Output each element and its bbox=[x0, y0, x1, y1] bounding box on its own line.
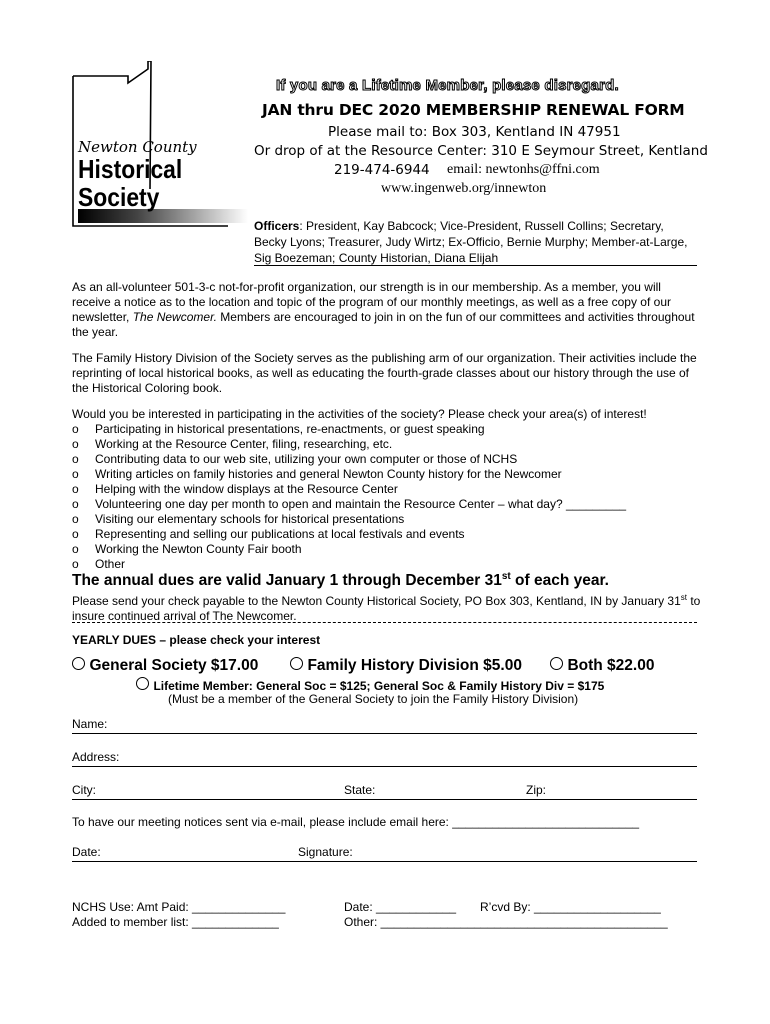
email-notice-field[interactable]: To have our meeting notices sent via e-mail, please include email here: ____________________________ bbox=[72, 815, 640, 829]
family-history-label: Family History Division $5.00 bbox=[307, 657, 522, 674]
phone-number: 219-474-6944 bbox=[334, 162, 430, 178]
interest-label: Other bbox=[95, 557, 126, 571]
checkbox-bullet[interactable]: o bbox=[72, 452, 79, 466]
list-item[interactable] bbox=[72, 542, 626, 557]
list-item[interactable] bbox=[72, 557, 626, 572]
email-address: email: newtonhs@ffni.com bbox=[447, 162, 600, 177]
interest-label: Volunteering one day per month to open and maintain the Resource Center – what day? _________ bbox=[95, 497, 627, 511]
mail-to-address: Please mail to: Box 303, Kentland IN 47951 bbox=[328, 124, 621, 140]
dues-headline-end: of each year. bbox=[510, 572, 609, 590]
membership-requirement-note: (Must be a member of the General Society to join the Family History Division) bbox=[168, 692, 579, 706]
interest-label: Representing and selling our publications at local festivals and events bbox=[95, 527, 465, 541]
list-item[interactable] bbox=[72, 482, 626, 497]
interest-list bbox=[72, 422, 626, 572]
general-society-option[interactable] bbox=[72, 657, 258, 675]
intro-text-end: Members are encouraged to join in on the fun of our committees and activities throughout the year. bbox=[72, 310, 695, 339]
checkbox-bullet[interactable]: o bbox=[72, 437, 79, 451]
interest-question: Would you be interested in participating in the activities of the society? Please check your area(s) of interest! bbox=[72, 407, 647, 421]
interest-label: Helping with the window displays at the Resource Center bbox=[95, 482, 398, 496]
list-item[interactable] bbox=[72, 437, 626, 452]
dashed-divider bbox=[72, 622, 697, 623]
officers-list bbox=[254, 218, 694, 266]
zip-label: Zip: bbox=[526, 783, 547, 797]
family-history-paragraph: The Family History Division of the Society serves as the publishing arm of our organization. Their activities include the reprinting of local historical books, as well as educating the fourth-grade classes about our history through the use of the Historical Coloring book. bbox=[72, 351, 697, 395]
city-state-zip-field[interactable] bbox=[72, 799, 697, 800]
both-radio[interactable] bbox=[550, 657, 563, 670]
checkbox-bullet[interactable]: o bbox=[72, 497, 79, 511]
intro-paragraph bbox=[72, 280, 697, 340]
logo-county-text: Newton County bbox=[78, 138, 197, 156]
address-label: Address: bbox=[72, 750, 120, 764]
added-to-list-field[interactable]: Added to member list: _____________ bbox=[72, 915, 279, 929]
checkbox-bullet[interactable]: o bbox=[72, 512, 79, 526]
other-field[interactable]: Other: ___________________________________________ bbox=[344, 915, 668, 929]
name-label: Name: bbox=[72, 717, 108, 731]
interest-label: Contributing data to our web site, utilizing your own computer or those of NCHS bbox=[95, 452, 518, 466]
received-by-field[interactable]: R’cvd By: ___________________ bbox=[480, 900, 661, 914]
list-item[interactable] bbox=[72, 527, 626, 542]
send-text-end: to insure continued arrival of The Newcomer. bbox=[72, 594, 701, 623]
name-field[interactable] bbox=[72, 733, 697, 734]
yearly-dues-label: YEARLY DUES – please check your interest bbox=[72, 633, 321, 647]
lifetime-label: Lifetime Member: General Soc = $125; General Soc & Family History Div = $175 bbox=[153, 679, 605, 693]
checkbox-bullet[interactable]: o bbox=[72, 482, 79, 496]
state-label: State: bbox=[344, 783, 376, 797]
form-title: JAN thru DEC 2020 MEMBERSHIP RENEWAL FORM bbox=[262, 101, 685, 119]
list-item[interactable] bbox=[72, 452, 626, 467]
officers-text: : President, Kay Babcock; Vice-President, Russell Collins; Secretary, Becky Lyons; Treasurer, Judy Wirtz; Ex-Officio, Bernie Murphy; Member-at-Large, Sig Boezeman; County Historian, Diana Elijah bbox=[254, 219, 688, 265]
lifetime-radio[interactable] bbox=[136, 677, 149, 690]
send-sup: st bbox=[680, 593, 688, 602]
send-check-instructions bbox=[72, 590, 702, 624]
list-item[interactable] bbox=[72, 497, 626, 512]
interest-label: Writing articles on family histories and general Newton County history for the Newcomer bbox=[95, 467, 562, 481]
general-society-label: General Society $17.00 bbox=[89, 657, 259, 674]
checkbox-bullet[interactable]: o bbox=[72, 542, 79, 556]
website: www.ingenweb.org/innewton bbox=[381, 181, 547, 196]
officers-label: Officers bbox=[254, 219, 300, 233]
list-item[interactable] bbox=[72, 422, 626, 437]
dues-headline-sup: st bbox=[501, 571, 511, 582]
dues-headline bbox=[72, 571, 609, 590]
interest-label: Working the Newton County Fair booth bbox=[95, 542, 302, 556]
amt-paid-field[interactable]: NCHS Use: Amt Paid: ______________ bbox=[72, 900, 286, 914]
interest-label: Visiting our elementary schools for historical presentations bbox=[95, 512, 405, 526]
address-field[interactable] bbox=[72, 766, 697, 767]
interest-label: Participating in historical presentations, re-enactments, or guest speaking bbox=[95, 422, 485, 436]
city-label: City: bbox=[72, 783, 96, 797]
logo-society-text: Society bbox=[78, 182, 160, 212]
checkbox-bullet[interactable]: o bbox=[72, 557, 79, 571]
family-history-option[interactable] bbox=[290, 657, 522, 675]
family-history-radio[interactable] bbox=[290, 657, 303, 670]
header-divider bbox=[254, 265, 697, 266]
intro-text: As an all-volunteer 501-3-c not-for-profit organization, our strength is in our membership. As a member, you will receive a notice as to the location and topic of the program of our monthly meetings, as well as a free copy of our newsletter, bbox=[72, 280, 671, 324]
general-society-radio[interactable] bbox=[72, 657, 85, 670]
both-label: Both $22.00 bbox=[567, 657, 655, 674]
logo-historical-text: Historical bbox=[78, 154, 183, 184]
date-label: Date: bbox=[72, 845, 101, 859]
drop-off-address: Or drop of at the Resource Center: 310 E Seymour Street, Kentland bbox=[254, 143, 708, 159]
dues-headline-text: The annual dues are valid January 1 through December 31 bbox=[72, 572, 502, 590]
interest-label: Working at the Resource Center, filing, researching, etc. bbox=[95, 437, 393, 451]
signature-label: Signature: bbox=[298, 845, 353, 859]
list-item[interactable] bbox=[72, 512, 626, 527]
date-signature-field[interactable] bbox=[72, 861, 697, 862]
lifetime-disregard-note: If you are a Lifetime Member, please disregard. bbox=[276, 77, 619, 94]
both-option[interactable] bbox=[550, 657, 654, 675]
send-text: Please send your check payable to the Newton County Historical Society, PO Box 303, Kentland, IN by January 31 bbox=[72, 594, 681, 608]
newsletter-name: The Newcomer. bbox=[132, 310, 217, 324]
checkbox-bullet[interactable]: o bbox=[72, 422, 79, 436]
checkbox-bullet[interactable]: o bbox=[72, 467, 79, 481]
office-date-field[interactable]: Date: ____________ bbox=[344, 900, 457, 914]
checkbox-bullet[interactable]: o bbox=[72, 527, 79, 541]
list-item[interactable] bbox=[72, 467, 626, 482]
